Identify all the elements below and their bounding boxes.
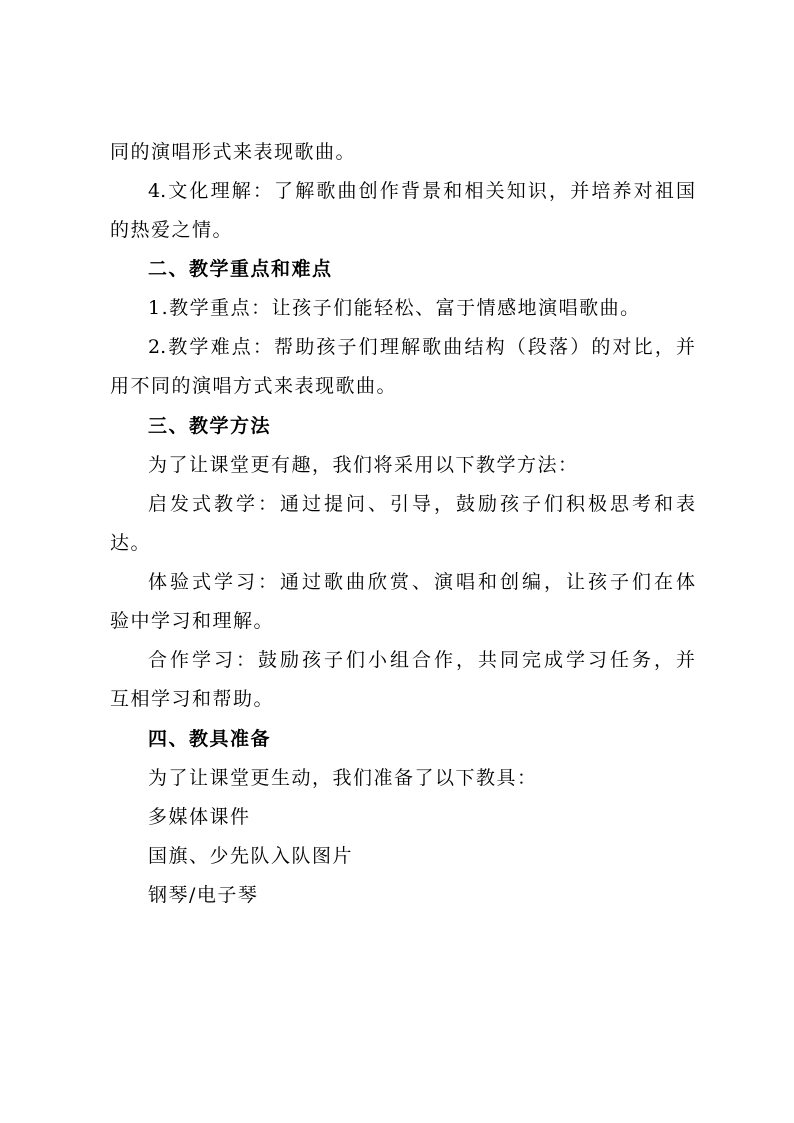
paragraph-line: 的热爱之情。 [110, 219, 234, 241]
list-item: 钢琴/电子琴 [148, 884, 259, 906]
paragraph-line: 验中学习和理解。 [110, 610, 275, 632]
paragraph-line: 互相学习和帮助。 [110, 688, 275, 710]
paragraph-line: 为了让课堂更有趣，我们将采用以下教学方法： [148, 454, 579, 476]
paragraph-line: 为了让课堂更生动，我们准备了以下教具： [148, 767, 538, 789]
paragraph-line: 同的演唱形式来表现歌曲。 [110, 141, 357, 163]
paragraph-line: 合作学习：鼓励孩子们小组合作，共同完成学习任务，并 [148, 649, 695, 671]
paragraph-line: 4.文化理解：了解歌曲创作背景和相关知识，并培养对祖国 [148, 180, 695, 202]
section-heading: 四、教具准备 [148, 728, 272, 750]
section-heading: 二、教学重点和难点 [148, 258, 333, 280]
list-item: 国旗、少先队入队图片 [148, 845, 354, 867]
paragraph-line: 启发式教学：通过提问、引导，鼓励孩子们积极思考和表 [148, 493, 695, 515]
paragraph-line: 用不同的演唱方式来表现歌曲。 [110, 375, 398, 397]
paragraph-line: 1.教学重点：让孩子们能轻松、富于情感地演唱歌曲。 [148, 297, 641, 319]
list-item: 多媒体课件 [148, 806, 251, 828]
paragraph-line: 达。 [110, 532, 152, 554]
paragraph-line: 2.教学难点：帮助孩子们理解歌曲结构（段落）的对比，并 [148, 336, 695, 358]
paragraph-line: 体验式学习：通过歌曲欣赏、演唱和创编，让孩子们在体 [148, 571, 695, 593]
section-heading: 三、教学方法 [148, 415, 272, 437]
